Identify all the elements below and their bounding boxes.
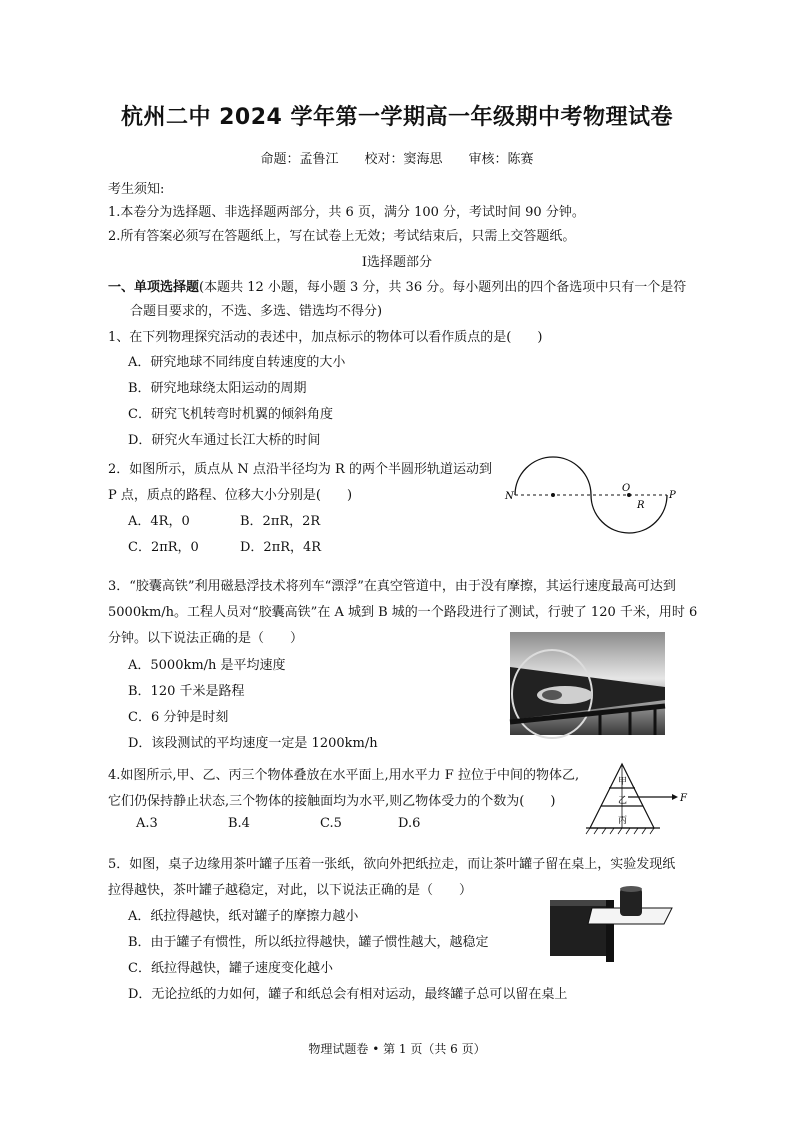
- semicircle-track-figure: [505, 450, 685, 525]
- stacked-blocks-figure: [580, 760, 690, 838]
- page-footer: 物理试题卷 • 第 1 页（共 6 页）: [308, 1042, 486, 1056]
- question-3-option-c: C．6 分钟是时刻: [128, 710, 229, 725]
- label-bing: 丙: [618, 816, 628, 826]
- question-4-option-a: A.3: [136, 816, 158, 831]
- part-title: Ⅰ选择题部分: [361, 255, 433, 270]
- question-3-option-d: D．该段测试的平均速度一定是 1200km/h: [128, 736, 378, 751]
- question-5-option-d: D．无论拉纸的力如何，罐子和纸总会有相对运动，最终罐子总可以留在桌上: [128, 987, 568, 1002]
- question-2-option-b: B．2πR，2R: [240, 514, 321, 529]
- question-5-option-a: A．纸拉得越快，纸对罐子的摩擦力越小: [128, 909, 359, 924]
- question-3-stem-line3: 分钟。以下说法正确的是（ ）: [108, 631, 304, 646]
- exam-title: 杭州二中 2024 学年第一学期高一年级期中考物理试卷: [120, 105, 674, 130]
- capsule-train-photo: [510, 632, 665, 735]
- question-1-option-a: A．研究地球不同纬度自转速度的大小: [128, 355, 346, 370]
- label-yi: 乙: [618, 796, 628, 806]
- question-1-option-b: B．研究地球绕太阳运动的周期: [128, 381, 307, 396]
- question-2-stem: 2．如图所示，质点从 N 点沿半径均为 R 的两个半圆形轨道运动到: [108, 462, 492, 477]
- label-n: N: [505, 491, 514, 502]
- question-2-option-a: A．4R，0: [128, 514, 190, 529]
- question-2-option-c: C．2πR，0: [128, 540, 199, 555]
- question-3-stem: 3．“胶囊高铁”利用磁悬浮技术将列车“漂浮”在真空管道中，由于没有摩擦，其运行速度最高可达到: [108, 579, 676, 594]
- label-force-f: F: [680, 793, 687, 804]
- question-3-option-a: A．5000km/h 是平均速度: [128, 658, 286, 673]
- exam-meta: 命题：孟鲁江 校对：窦海思 审核：陈赛: [260, 152, 534, 167]
- question-4-option-d: D.6: [398, 816, 421, 831]
- question-4-stem-line2: 它们仍保持静止状态,三个物体的接触面均为水平,则乙物体受力的个数为( ): [108, 794, 556, 809]
- question-3-option-b: B．120 千米是路程: [128, 684, 245, 699]
- question-4-option-c: C.5: [320, 816, 342, 831]
- question-5-option-b: B．由于罐子有惯性，所以纸拉得越快，罐子惯性越大，越稳定: [128, 935, 489, 950]
- notice-item: 2.所有答案必须写在答题纸上，写在试卷上无效；考试结束后，只需上交答题纸。: [108, 229, 576, 244]
- section-heading: [108, 276, 686, 295]
- label-o: O: [622, 483, 631, 494]
- question-4-stem: 4.如图所示,甲、乙、丙三个物体叠放在水平面上,用水平力 F 拉位于中间的物体乙,: [108, 768, 580, 783]
- question-2-option-d: D．2πR，4R: [240, 540, 322, 555]
- label-p: P: [669, 490, 676, 501]
- section-label: 一、单项选择题: [108, 280, 200, 295]
- section-desc: (本题共 12 小题，每小题 3 分，共 36 分。每小题列出的四个备选项中只有一个是符: [199, 280, 687, 295]
- question-3-stem-line2: 5000km/h。工程人员对“胶囊高铁”在 A 城到 B 城的一个路段进行了测试，行驶了 120 千米，用时 6: [108, 605, 698, 620]
- table-can-paper-figure: [548, 882, 678, 964]
- notice-heading: 考生须知:: [108, 182, 165, 197]
- question-1-stem: 1、在下列物理探究活动的表述中，加点标示的物体可以看作质点的是( ): [108, 330, 543, 345]
- question-5-stem-line2: 拉得越快，茶叶罐子越稳定，对此，以下说法正确的是（ ）: [108, 883, 473, 898]
- question-5-stem: 5．如图，桌子边缘用茶叶罐子压着一张纸，欲向外把纸拉走，而让茶叶罐子留在桌上，实验发现纸: [108, 857, 676, 872]
- question-5-option-c: C．纸拉得越快，罐子速度变化越小: [128, 961, 333, 976]
- label-jia: 甲: [618, 777, 628, 787]
- notice-item: 1.本卷分为选择题、非选择题两部分，共 6 页，满分 100 分，考试时间 90 分钟。: [108, 205, 585, 220]
- question-1-option-d: D．研究火车通过长江大桥的时间: [128, 433, 321, 448]
- section-desc-line2: 合题目要求的，不选、多选、错选均不得分): [130, 304, 383, 319]
- label-r: R: [637, 500, 645, 511]
- question-2-stem-line2: P 点，质点的路程、位移大小分别是( ): [108, 488, 353, 503]
- question-4-option-b: B.4: [228, 816, 250, 831]
- question-1-option-c: C．研究飞机转弯时机翼的倾斜角度: [128, 407, 333, 422]
